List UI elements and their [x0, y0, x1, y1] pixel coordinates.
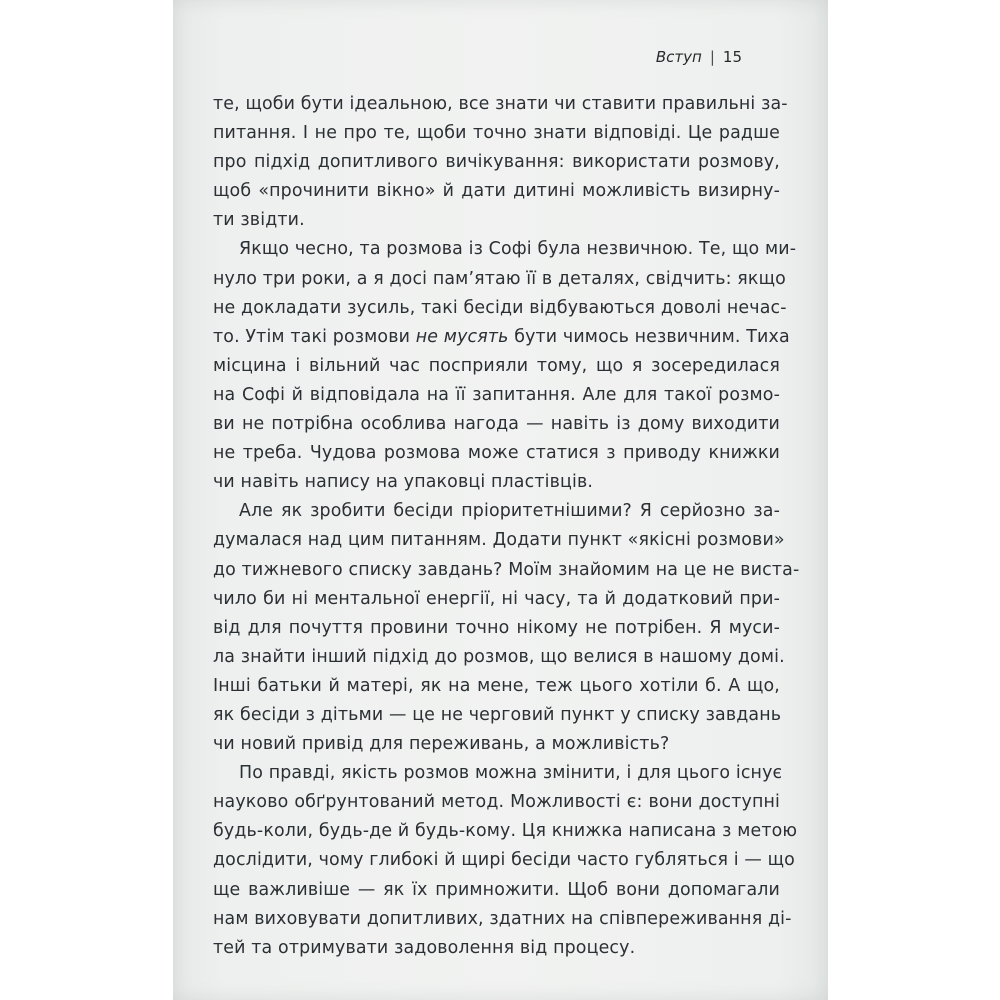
running-header	[656, 48, 742, 66]
text-line: Інші батьки й матері, як на мене, теж цього хотіли б. А що,	[213, 675, 780, 696]
text-line: місцина і вільний час посприяли тому, що я зосередилася	[213, 355, 780, 376]
text-segment: то. Утім такі розмови	[213, 326, 416, 347]
text-line: ти звідти.	[213, 210, 305, 231]
book-page	[173, 0, 828, 1000]
text-line: те, щоби бути ідеальною, все знати чи ставити правильні за-	[213, 94, 788, 114]
text-line: не треба. Чудова розмова може статися з приводу книжки	[213, 443, 780, 464]
text-line: до тижневого списку завдань? Моїм знайомим на це не виста-	[213, 559, 800, 580]
text-line: ла знайти інший підхід до розмов, що велися в нашому домі.	[213, 646, 785, 667]
text-line: чило би ні ментальної енергії, ні часу, та й додатковий при-	[213, 588, 780, 609]
text-line: По правді, якість розмов можна змінити, і для цього існує	[239, 763, 783, 784]
text-line: Але як зробити бесіди пріоритетнішими? Я серйозно за-	[239, 501, 780, 522]
text-line: як бесіди з дітьми — це не черговий пункт у списку завдань	[213, 704, 782, 725]
text-line: дослідити, чому глибокі й щирі бесіди часто губляться і — що	[213, 850, 795, 871]
text-line: тей та отримувати задоволення від процесу.	[213, 937, 636, 958]
paragraph-3	[213, 497, 800, 759]
page-number: 15	[722, 48, 742, 66]
text-line: питання. І не про те, щоби точно знати відповіді. Це радше	[213, 123, 780, 144]
text-line: думалася над цим питанням. Додати пункт «якісні розмови»	[213, 530, 785, 551]
emphasis-text: не мусять	[415, 326, 509, 347]
text-line: ще важливіше — як їх примножити. Щоб вони допомагали	[213, 879, 780, 900]
text-line: чи навіть напису на упаковці пластівців.	[213, 472, 594, 493]
text-line: нуло три роки, а я досі пам’ятаю її в деталях, свідчить: якщо	[213, 268, 786, 289]
body-text	[213, 90, 800, 963]
text-line: нам виховувати допитливих, здатних на співпереживання ді-	[213, 908, 792, 929]
paragraph-2	[213, 235, 797, 497]
text-line: на Софі й відповідала на її запитання. Але для такої розмо-	[213, 384, 780, 405]
text-line: від для почуття провини точно нікому не потрібен. Я муси-	[213, 617, 780, 638]
section-title: Вступ	[655, 48, 702, 66]
paragraph-4	[213, 759, 798, 963]
text-line: ви не потрібна особлива нагода — навіть із дому виходити	[213, 414, 780, 435]
text-line: Якщо чесно, та розмова із Софі була незвичною. Те, що ми-	[239, 239, 797, 260]
text-line-with-emphasis	[213, 323, 790, 352]
text-line: не докладати зусиль, такі бесіди відбуваються доволі нечас-	[213, 297, 787, 318]
text-line: щоб «прочинити вікно» й дати дитині можливість визирну-	[213, 181, 780, 202]
text-segment: бути чимось незвичним. Тиха	[508, 326, 790, 347]
text-line: про підхід допитливого вичікування: використати розмову,	[213, 152, 780, 173]
text-line: будь-коли, будь-де й будь-кому. Ця книжка написана з метою	[213, 821, 798, 842]
paragraph-1	[213, 90, 788, 235]
text-line: чи новий привід для переживань, а можливість?	[213, 734, 670, 755]
header-separator: |	[709, 48, 715, 66]
text-line: науково обґрунтований метод. Можливості є: вони доступні	[213, 792, 780, 813]
